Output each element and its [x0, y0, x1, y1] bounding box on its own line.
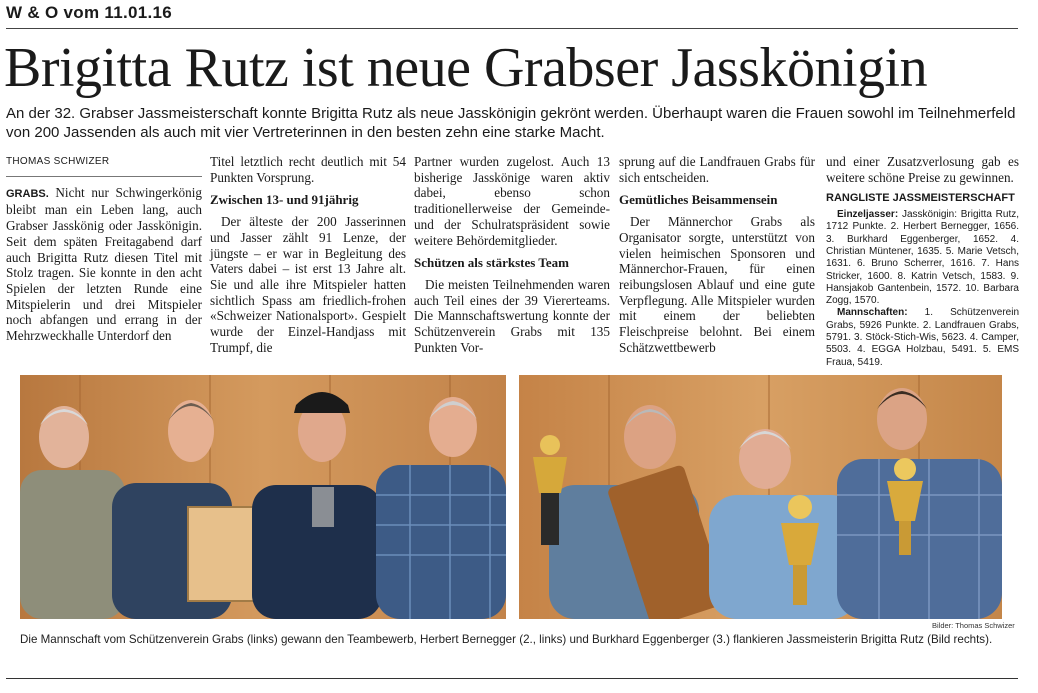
ranking-text: 1. Schützenverein Grabs, 5926 Punkte. 2. Landfrauen Grabs, 5791. 3. Stöck-Stich-Wis, 5623. 4. Camper, 5503. 4. EGGA Holzbau, 5491. 5. EMS Fraua, 5419.: [826, 307, 1019, 368]
photo-team: [20, 375, 506, 619]
ranking-label: Mannschaften:: [837, 307, 908, 319]
author-byline: THOMAS SCHWIZER: [6, 156, 110, 167]
photo-winners-illustration: [519, 375, 1002, 619]
paragraph: [6, 185, 202, 344]
lead-paragraph: An der 32. Grabser Jassmeisterschaft konnte Brigitta Rutz als neue Jasskönigin gekrönt werden. Überhaupt waren die Frauen sowohl im Teilnehmerfeld von 200 Jassenden als auch mit vier Vertreterinnen in den besten zehn eine starke Macht.: [6, 105, 1016, 141]
paragraph: sprung auf die Landfrauen Grabs für sich entscheiden.: [619, 154, 815, 185]
paragraph: Titel letztlich recht deutlich mit 54 Punkten Vorsprung.: [210, 154, 406, 185]
subheading: Gemütliches Beisammensein: [619, 192, 778, 208]
bottom-rule: [6, 678, 1018, 679]
photo-winners: [519, 375, 1002, 619]
ranking-title: RANGLISTE JASSMEISTERSCHAFT: [826, 192, 1015, 205]
paragraph: Die meisten Teilnehmenden waren auch Teil eines der 39 Viererteams. Die Mannschaftswertung konnte der Schützenverein Grabs mit 135 Punkten Vor-: [414, 276, 610, 355]
ranking-teams: [826, 307, 1019, 368]
article-column-4: [619, 154, 815, 355]
article-column-5: [826, 154, 1019, 369]
ranking-label: Einzeljasser:: [837, 209, 899, 221]
article-column-2: [210, 154, 406, 355]
ranking-text: Jasskönigin: Brigitta Rutz, 1712 Punkte. 2. Herbert Bernegger, 1656. 3. Burkhard Eggenberger, 1652. 4. Christian Müntener, 1635. 5. Marie Vetsch, 1631. 6. Bruno Scherrer, 1616. 7. Hans Stricker, 1600. 8. Katrin Vetsch, 1583. 9. Hansjakob Gantenbein, 1572. 10. Barbara Zogg, 1570.: [826, 209, 1019, 307]
source-tag: W & O vom 11.01.16: [6, 3, 173, 22]
article-column-1: [6, 154, 202, 344]
paragraph: Der älteste der 200 Jasserinnen und Jasser zählt 91 Lenze, der jüngste – er war in Begleitung des Vaters dabei – ist erst 13 Jahre alt. Sie und alle ihre Mitspieler hatten sichtlich Spass am friedlich-frohen «Schweizer Nationalsport». Gespielt wurde der Einzel-Handjass mit Trumpf, die: [210, 214, 406, 355]
photo-credit: Bilder: Thomas Schwizer: [932, 621, 1015, 630]
dateline: GRABS.: [6, 187, 49, 200]
paragraph: Der Männerchor Grabs als Organisator sorgte, unterstützt von vielen heimischen Sponsoren und Männerchor-Frauen, für einen reibungslosen Ablauf und eine gute Verpflegung. Alle Mitspieler wurden mit einem der beliebten Fleischpreise belohnt. Bei einem Schätzwettbewerb: [619, 214, 815, 355]
paragraph: und einer Zusatzverlosung gab es weitere schöne Preise zu gewinnen.: [826, 154, 1019, 185]
headline: Brigitta Rutz ist neue Grabser Jasskönigin: [4, 37, 928, 99]
subheading: Zwischen 13- und 91jährig: [210, 192, 359, 208]
top-rule: [6, 28, 1018, 29]
byline-rule: [6, 176, 202, 177]
ranking-individual: [826, 209, 1019, 307]
photo-team-illustration: [20, 375, 506, 619]
paragraph-text: Nicht nur Schwingerkönig bleibt man ein Leben lang, auch Grabser Jasskönig oder Jasskönigin. Seit dem späten Freitagabend darf auch Brigitta Rutz diesen Titel mit Stolz tragen. Sie konnte in den acht Spielen der letzten Runde eine Mitspielerin und drei Mitspieler noch abfangen und errang in der Mehrzweckhalle Unterdorf den: [6, 184, 202, 344]
photo-caption: Die Mannschaft vom Schützenverein Grabs (links) gewann den Teambewerb, Herbert Bernegger (2., links) und Burkhard Eggenberger (3.) flankieren Jassmeisterin Brigitta Rutz (Bild rechts).: [20, 633, 993, 646]
article-column-3: [414, 154, 610, 355]
paragraph: Partner wurden zugelost. Auch 13 bisherige Jasskönige waren aktiv dabei, ebenso schon traditionellerweise der Gemeinde- und der Schulratspräsident sowie weitere Behördemitglieder.: [414, 154, 610, 248]
subheading: Schützen als stärkstes Team: [414, 255, 569, 271]
